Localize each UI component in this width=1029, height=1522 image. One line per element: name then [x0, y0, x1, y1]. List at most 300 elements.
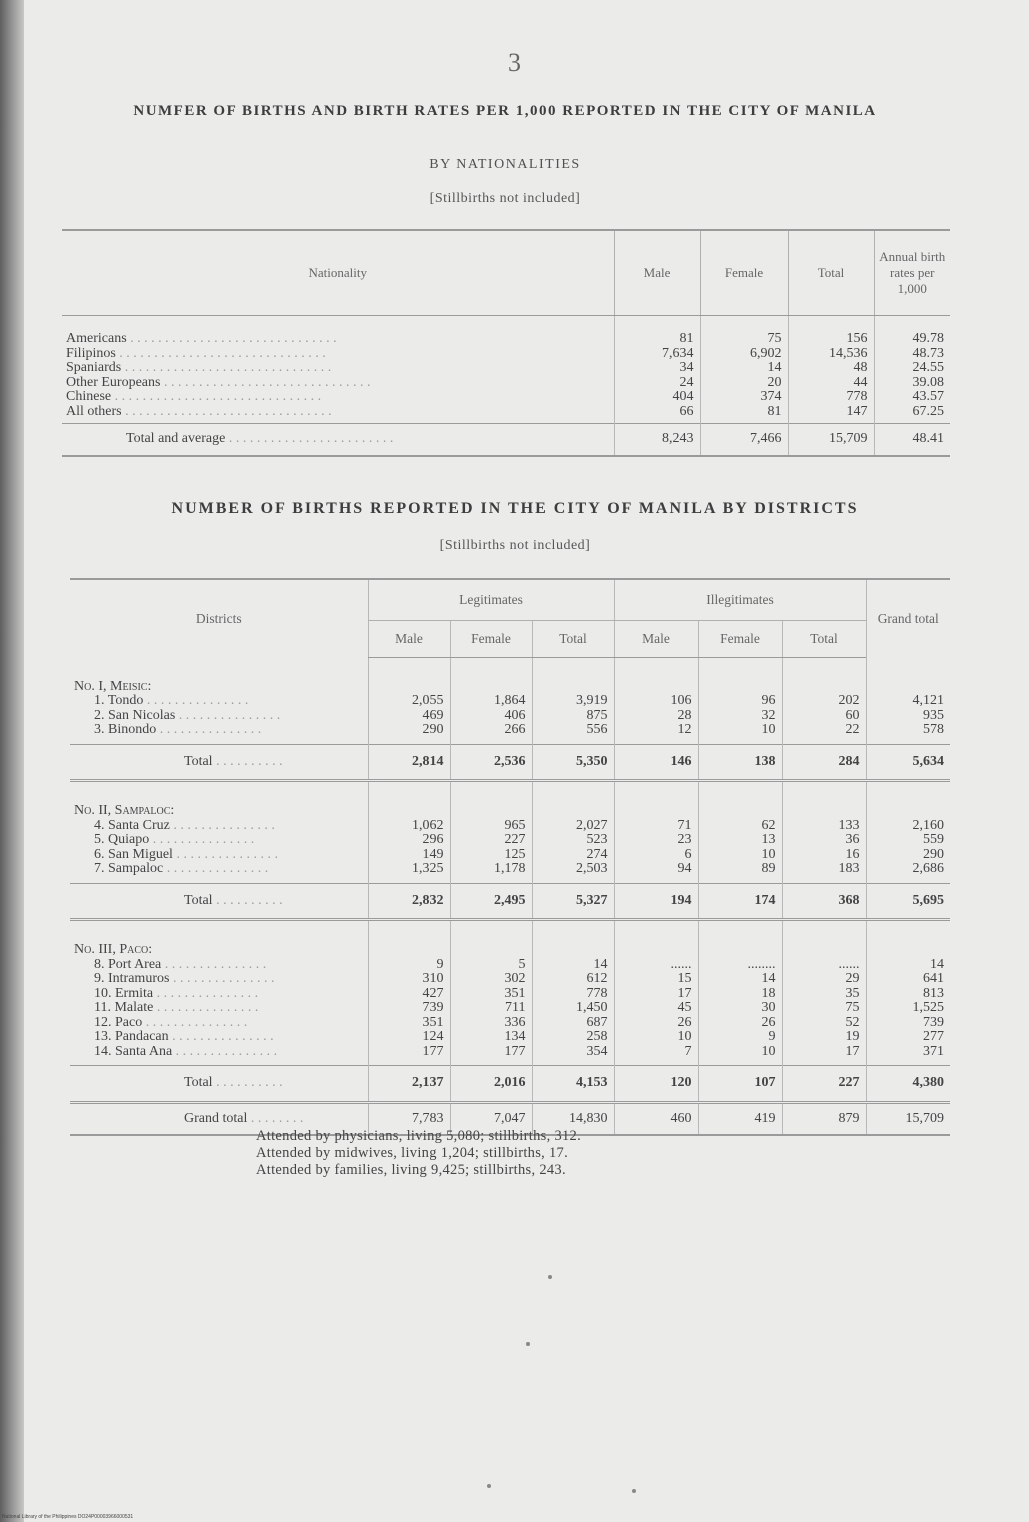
- district-cell-if: 18: [698, 987, 782, 1002]
- footnote-physicians: Attended by physicians, living 5,080; stillbirths, 312.: [256, 1128, 582, 1144]
- district-name: 12. Paco: [94, 1014, 143, 1030]
- empty-cell: [698, 658, 782, 695]
- cell-male: 404: [614, 390, 700, 405]
- header-nationality: Nationality: [62, 230, 614, 316]
- district-row: [70, 958, 950, 973]
- header-ill-female: Female: [698, 621, 782, 658]
- dot-leader: . . . . . . . . . . . . . . .: [153, 985, 259, 1001]
- nationality-row: [62, 390, 950, 405]
- nationality-table: [62, 229, 950, 457]
- cell-total: 147: [788, 405, 874, 424]
- empty-cell: [866, 781, 950, 819]
- cell-rate: 24.55: [874, 361, 950, 376]
- district-cell-lf: 5: [450, 958, 532, 973]
- cell-rate: 49.78: [874, 316, 950, 347]
- nationality-row: [62, 361, 950, 376]
- nationality-row: [62, 316, 950, 347]
- district-cell-it: 75: [782, 1001, 866, 1016]
- empty-cell: [532, 920, 614, 958]
- district-cell-lf: 1,178: [450, 862, 532, 883]
- nationality-row: [62, 405, 950, 424]
- empty-cell: [614, 658, 698, 695]
- group-total-im: 194: [614, 883, 698, 920]
- group-total-it: 227: [782, 1066, 866, 1103]
- footnotes: [256, 1128, 816, 1179]
- group-total-gt: 5,634: [866, 744, 950, 781]
- district-cell-lm: 124: [368, 1030, 450, 1045]
- district-cell-lt: 2,027: [532, 819, 614, 834]
- group-total-gt: 5,695: [866, 883, 950, 920]
- district-cell-lm: 469: [368, 709, 450, 724]
- district-cell-gt: 739: [866, 1016, 950, 1031]
- district-cell-if: 9: [698, 1030, 782, 1045]
- district-cell-im: ......: [614, 958, 698, 973]
- total-rate: 48.41: [874, 424, 950, 456]
- group-total-lm: 2,137: [368, 1066, 450, 1103]
- district-cell-lf: 336: [450, 1016, 532, 1031]
- header-leg-female: Female: [450, 621, 532, 658]
- district-cell-if: 30: [698, 1001, 782, 1016]
- cell-male: 81: [614, 316, 700, 347]
- district-cell-if: 14: [698, 972, 782, 987]
- district-cell-lt: 14: [532, 958, 614, 973]
- district-cell-it: 17: [782, 1045, 866, 1066]
- district-cell-lm: 1,062: [368, 819, 450, 834]
- empty-cell: [866, 920, 950, 958]
- dot-leader: . . . . . . . . . . . . . . . . . . . . . . . . . . . . . .: [121, 360, 332, 375]
- district-cell-if: 96: [698, 694, 782, 709]
- group-total-lf: 2,016: [450, 1066, 532, 1103]
- district-cell-if: ........: [698, 958, 782, 973]
- district-cell-it: 29: [782, 972, 866, 987]
- nationality-cell: [62, 390, 614, 405]
- dot-leader: . . . . . . . . . . . . . . . . . . . . . . . . . . . . . .: [121, 403, 332, 419]
- empty-cell: [866, 658, 950, 695]
- district-name: 5. Quiapo: [94, 832, 150, 847]
- district-name-cell: [70, 1001, 368, 1016]
- cell-female: 20: [700, 376, 788, 391]
- nationality-cell: [62, 361, 614, 376]
- group-total-lf: 2,536: [450, 744, 532, 781]
- district-name-cell: [70, 1016, 368, 1031]
- dot-leader: . . . . . . . . . .: [212, 753, 283, 769]
- group-total-lf: 2,495: [450, 883, 532, 920]
- nationality-total-row: [62, 424, 950, 456]
- district-name: 10. Ermita: [94, 985, 154, 1001]
- district-cell-lf: 1,864: [450, 694, 532, 709]
- district-cell-im: 7: [614, 1045, 698, 1066]
- header-leg-total: Total: [532, 621, 614, 658]
- district-name-cell: [70, 833, 368, 848]
- district-cell-if: 26: [698, 1016, 782, 1031]
- district-group-total-row: [70, 1066, 950, 1103]
- district-row: [70, 862, 950, 883]
- district-cell-it: 52: [782, 1016, 866, 1031]
- dot-leader: . . . . . . . . . . . . . . . . . . . . . . . . . . . . . .: [115, 345, 326, 361]
- district-cell-it: ......: [782, 958, 866, 973]
- district-group-header: [70, 920, 950, 958]
- district-cell-if: 89: [698, 862, 782, 883]
- dot-leader: . . . . . . . . . . . . . . .: [175, 707, 281, 723]
- district-cell-im: 71: [614, 819, 698, 834]
- district-cell-it: 133: [782, 819, 866, 834]
- district-cell-it: 183: [782, 862, 866, 883]
- district-cell-if: 13: [698, 833, 782, 848]
- district-cell-im: 28: [614, 709, 698, 724]
- dot-leader: . . . . . . . . . . . . . . .: [172, 846, 278, 862]
- district-cell-gt: 641: [866, 972, 950, 987]
- header-birth-rate: Annual birth rates per 1,000: [874, 230, 950, 316]
- district-row: [70, 1030, 950, 1045]
- district-cell-lt: 687: [532, 1016, 614, 1031]
- district-cell-lf: 711: [450, 1001, 532, 1016]
- dot-leader: . . . . . . . . . . . . . . . . . . . . . . . . . . . . . .: [126, 331, 337, 346]
- header-districts: Districts: [70, 579, 368, 658]
- district-cell-if: 10: [698, 848, 782, 863]
- district-cell-it: 16: [782, 848, 866, 863]
- districts-table: [70, 578, 950, 1136]
- district-name-cell: [70, 862, 368, 883]
- district-cell-lm: 1,325: [368, 862, 450, 883]
- paper-speck: [526, 1342, 530, 1346]
- district-group-name: No. II, Sampaloc:: [74, 803, 175, 818]
- group-total-im: 120: [614, 1066, 698, 1103]
- dot-leader: . . . . . . . . . . . . . . .: [168, 1029, 274, 1044]
- group-total-lm: 2,832: [368, 883, 450, 920]
- district-cell-im: 12: [614, 723, 698, 744]
- district-cell-im: 10: [614, 1030, 698, 1045]
- header-female: Female: [700, 230, 788, 316]
- nationality-name: Filipinos: [66, 345, 116, 361]
- districts-table-header-row-1: [70, 579, 950, 621]
- nationality-row: [62, 376, 950, 391]
- district-cell-lt: 556: [532, 723, 614, 744]
- nationality-table-header: [62, 230, 950, 316]
- district-cell-if: 10: [698, 1045, 782, 1066]
- district-cell-gt: 4,121: [866, 694, 950, 709]
- district-cell-it: 35: [782, 987, 866, 1002]
- empty-cell: [368, 658, 450, 695]
- district-cell-gt: 290: [866, 848, 950, 863]
- district-name: 14. Santa Ana: [94, 1043, 173, 1059]
- cell-male: 66: [614, 405, 700, 424]
- group-total-gt: 4,380: [866, 1066, 950, 1103]
- district-cell-lf: 177: [450, 1045, 532, 1066]
- nationality-name: Spaniards: [66, 360, 122, 375]
- district-cell-lm: 2,055: [368, 694, 450, 709]
- district-name-cell: [70, 987, 368, 1002]
- district-name-cell: [70, 819, 368, 834]
- group-total-if: 138: [698, 744, 782, 781]
- district-cell-lt: 258: [532, 1030, 614, 1045]
- district-cell-lt: 3,919: [532, 694, 614, 709]
- district-cell-lt: 523: [532, 833, 614, 848]
- empty-cell: [614, 920, 698, 958]
- district-row: [70, 1016, 950, 1031]
- empty-cell: [698, 781, 782, 819]
- district-cell-it: 36: [782, 833, 866, 848]
- district-cell-it: 202: [782, 694, 866, 709]
- empty-cell: [450, 658, 532, 695]
- district-name: 13. Pandacan: [94, 1029, 169, 1044]
- cell-total: 14,536: [788, 347, 874, 362]
- header-illegitimates: Illegitimates: [614, 579, 866, 621]
- cell-total: 48: [788, 361, 874, 376]
- empty-cell: [532, 658, 614, 695]
- district-name-cell: [70, 723, 368, 744]
- district-cell-im: 106: [614, 694, 698, 709]
- district-cell-lf: 266: [450, 723, 532, 744]
- total-label: Total and average: [126, 431, 226, 446]
- grand-total-lt: 14,830: [532, 1102, 614, 1135]
- district-cell-lm: 9: [368, 958, 450, 973]
- group-total-im: 146: [614, 744, 698, 781]
- cell-total: 778: [788, 390, 874, 405]
- dot-leader: . . . . . . . . . . . . . . .: [149, 832, 255, 847]
- group-total-if: 107: [698, 1066, 782, 1103]
- district-row: [70, 833, 950, 848]
- district-cell-if: 32: [698, 709, 782, 724]
- nationality-name: All others: [66, 403, 122, 419]
- group-total-label-cell: [70, 883, 368, 920]
- district-cell-lf: 351: [450, 987, 532, 1002]
- district-cell-lm: 310: [368, 972, 450, 987]
- district-row: [70, 987, 950, 1002]
- district-cell-lm: 290: [368, 723, 450, 744]
- district-cell-lt: 875: [532, 709, 614, 724]
- district-cell-it: 60: [782, 709, 866, 724]
- empty-cell: [698, 920, 782, 958]
- paper-speck: [487, 1484, 491, 1488]
- district-row: [70, 1001, 950, 1016]
- district-cell-lf: 302: [450, 972, 532, 987]
- cell-total: 44: [788, 376, 874, 391]
- district-name: 11. Malate: [94, 1000, 154, 1015]
- empty-cell: [450, 920, 532, 958]
- nationality-cell: [62, 347, 614, 362]
- empty-cell: [368, 920, 450, 958]
- cell-female: 6,902: [700, 347, 788, 362]
- group-total-label: Total: [184, 1075, 213, 1090]
- library-credit: National Library of the Philippines DO24P00003966000531: [2, 1514, 134, 1520]
- district-cell-lt: 2,503: [532, 862, 614, 883]
- district-cell-gt: 2,686: [866, 862, 950, 883]
- dot-leader: . . . . . . . . . . . . . . . . . . . . . . . . . . . . . .: [160, 374, 371, 390]
- grand-total-label: Grand total: [184, 1110, 248, 1126]
- district-cell-im: 6: [614, 848, 698, 863]
- group-total-lm: 2,814: [368, 744, 450, 781]
- header-legitimates: Legitimates: [368, 579, 614, 621]
- district-name-cell: [70, 709, 368, 724]
- dot-leader: . . . . . . . . . .: [212, 1075, 283, 1090]
- group-total-label: Total: [184, 753, 213, 769]
- group-total-if: 174: [698, 883, 782, 920]
- group-total-label-cell: [70, 1066, 368, 1103]
- nationality-name: Other Europeans: [66, 374, 161, 390]
- group-total-label-cell: [70, 744, 368, 781]
- district-row: [70, 848, 950, 863]
- empty-cell: [782, 658, 866, 695]
- district-cell-it: 19: [782, 1030, 866, 1045]
- district-name-cell: [70, 1030, 368, 1045]
- header-total: Total: [788, 230, 874, 316]
- district-group-header: [70, 658, 950, 695]
- district-cell-lf: 227: [450, 833, 532, 848]
- district-cell-lf: 134: [450, 1030, 532, 1045]
- grand-total-lm: 7,783: [368, 1102, 450, 1135]
- nationality-cell: [62, 376, 614, 391]
- district-cell-lt: 1,450: [532, 1001, 614, 1016]
- district-cell-im: 26: [614, 1016, 698, 1031]
- district-group-total-row: [70, 744, 950, 781]
- group-total-label: Total: [184, 892, 213, 908]
- district-name: 2. San Nicolas: [94, 707, 176, 723]
- district-name-cell: [70, 848, 368, 863]
- district-cell-gt: 14: [866, 958, 950, 973]
- nationality-name: Americans: [66, 331, 127, 346]
- district-cell-im: 15: [614, 972, 698, 987]
- nationality-cell: [62, 316, 614, 347]
- header-ill-total: Total: [782, 621, 866, 658]
- district-name-cell: [70, 694, 368, 709]
- district-group-header: [70, 781, 950, 819]
- district-cell-if: 10: [698, 723, 782, 744]
- district-cell-gt: 1,525: [866, 1001, 950, 1016]
- district-cell-gt: 371: [866, 1045, 950, 1066]
- district-cell-im: 23: [614, 833, 698, 848]
- district-cell-lm: 177: [368, 1045, 450, 1066]
- paper-speck: [548, 1275, 552, 1279]
- grand-total-it: 879: [782, 1102, 866, 1135]
- total-male: 8,243: [614, 424, 700, 456]
- district-cell-lm: 296: [368, 833, 450, 848]
- district-cell-lm: 351: [368, 1016, 450, 1031]
- district-row: [70, 1045, 950, 1066]
- district-cell-lt: 274: [532, 848, 614, 863]
- district-cell-gt: 277: [866, 1030, 950, 1045]
- cell-female: 75: [700, 316, 788, 347]
- dot-leader: . . . . . . . . . . . . . . . . . . . . . . . . . . . . . .: [111, 389, 322, 404]
- district-cell-lt: 612: [532, 972, 614, 987]
- footnote-families: Attended by families, living 9,425; stillbirths, 243.: [256, 1162, 566, 1178]
- footnote-midwives: Attended by midwives, living 1,204; stillbirths, 17.: [256, 1145, 569, 1161]
- district-name: 9. Intramuros: [94, 971, 170, 986]
- district-name: 1. Tondo: [94, 693, 144, 708]
- header-grand-total: Grand total: [866, 579, 950, 658]
- district-row: [70, 819, 950, 834]
- district-name: 7. Sampaloc: [94, 861, 164, 876]
- cell-total: 156: [788, 316, 874, 347]
- header-leg-male: Male: [368, 621, 450, 658]
- nationality-cell: [62, 405, 614, 424]
- dot-leader: . . . . . . . . . . . . . . .: [169, 817, 275, 833]
- dot-leader: . . . . . . . . . . . . . . .: [156, 722, 262, 737]
- page-binding-edge: [0, 0, 24, 1522]
- grand-total-if: 419: [698, 1102, 782, 1135]
- nationality-row: [62, 347, 950, 362]
- district-name: 4. Santa Cruz: [94, 817, 170, 833]
- cell-female: 81: [700, 405, 788, 424]
- district-cell-lf: 965: [450, 819, 532, 834]
- cell-male: 24: [614, 376, 700, 391]
- table1-title: NUMFER OF BIRTHS AND BIRTH RATES PER 1,000 REPORTED IN THE CITY OF MANILA: [133, 103, 877, 119]
- district-cell-lm: 739: [368, 1001, 450, 1016]
- dot-leader: . . . . . . . . . . . . . . .: [143, 693, 249, 708]
- cell-rate: 39.08: [874, 376, 950, 391]
- cell-female: 14: [700, 361, 788, 376]
- district-row: [70, 972, 950, 987]
- district-cell-lf: 406: [450, 709, 532, 724]
- district-group-name: No. III, Paco:: [74, 942, 153, 957]
- district-name: 3. Binondo: [94, 722, 157, 737]
- table1-note: [Stillbirths not included]: [429, 191, 581, 206]
- table1-subtitle: BY NATIONALITIES: [429, 157, 581, 172]
- cell-female: 374: [700, 390, 788, 405]
- cell-rate: 43.57: [874, 390, 950, 405]
- district-cell-gt: 935: [866, 709, 950, 724]
- total-label-cell: [62, 424, 614, 456]
- group-total-it: 368: [782, 883, 866, 920]
- district-cell-if: 62: [698, 819, 782, 834]
- nationality-name: Chinese: [66, 389, 112, 404]
- district-cell-gt: 813: [866, 987, 950, 1002]
- district-cell-lm: 427: [368, 987, 450, 1002]
- dot-leader: . . . . . . . . . .: [212, 892, 283, 908]
- empty-cell: [782, 781, 866, 819]
- group-total-lt: 5,350: [532, 744, 614, 781]
- empty-cell: [782, 920, 866, 958]
- district-name: 8. Port Area: [94, 956, 162, 972]
- district-cell-lt: 778: [532, 987, 614, 1002]
- district-cell-im: 45: [614, 1001, 698, 1016]
- district-cell-im: 17: [614, 987, 698, 1002]
- grand-total-gt: 15,709: [866, 1102, 950, 1135]
- table2-title: NUMBER OF BIRTHS REPORTED IN THE CITY OF MANILA BY DISTRICTS: [171, 500, 859, 517]
- district-cell-lf: 125: [450, 848, 532, 863]
- district-cell-im: 94: [614, 862, 698, 883]
- page-number: 3: [508, 48, 521, 77]
- cell-rate: 67.25: [874, 405, 950, 424]
- empty-cell: [532, 781, 614, 819]
- cell-rate: 48.73: [874, 347, 950, 362]
- district-name-cell: [70, 958, 368, 973]
- district-group-total-row: [70, 883, 950, 920]
- grand-total-im: 460: [614, 1102, 698, 1135]
- grand-total-lf: 7,047: [450, 1102, 532, 1135]
- dot-leader: . . . . . . . . . . . . . . . . . . . . . . . .: [225, 431, 394, 446]
- header-male: Male: [614, 230, 700, 316]
- total-female: 7,466: [700, 424, 788, 456]
- dot-leader: . . . . . . . . . . . . . . .: [153, 1000, 259, 1015]
- district-row: [70, 709, 950, 724]
- district-name-cell: [70, 972, 368, 987]
- dot-leader: . . . . . . . . . . . . . . .: [163, 861, 269, 876]
- district-row: [70, 723, 950, 744]
- group-total-it: 284: [782, 744, 866, 781]
- district-name-cell: [70, 1045, 368, 1066]
- group-total-lt: 5,327: [532, 883, 614, 920]
- district-cell-lt: 354: [532, 1045, 614, 1066]
- district-cell-gt: 578: [866, 723, 950, 744]
- empty-cell: [450, 781, 532, 819]
- district-cell-lm: 149: [368, 848, 450, 863]
- paper-speck: [632, 1489, 636, 1493]
- total-total: 15,709: [788, 424, 874, 456]
- dot-leader: . . . . . . . .: [247, 1110, 304, 1126]
- dot-leader: . . . . . . . . . . . . . . .: [161, 956, 267, 972]
- district-cell-gt: 2,160: [866, 819, 950, 834]
- dot-leader: . . . . . . . . . . . . . . .: [172, 1043, 278, 1059]
